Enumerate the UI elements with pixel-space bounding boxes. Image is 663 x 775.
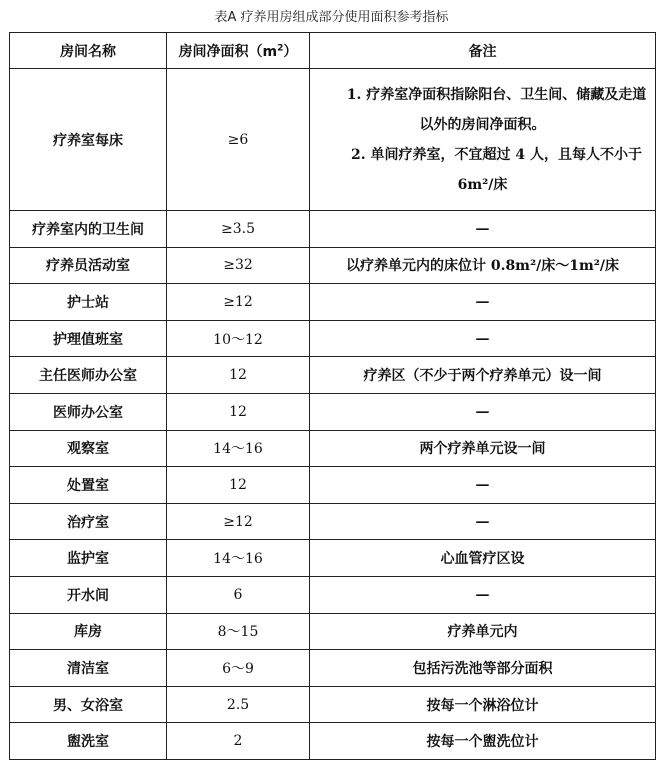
header-area-prefix: 房间净面积（m: [178, 43, 278, 60]
cell-net-area: 14～16: [167, 540, 310, 577]
cell-room-name: 治疗室: [10, 503, 167, 540]
cell-net-area: 12: [167, 393, 310, 430]
cell-net-area: ≥12: [167, 503, 310, 540]
cell-net-area: 8～15: [167, 613, 310, 650]
cell-room-name: 医师办公室: [10, 393, 167, 430]
cell-note: —: [310, 576, 656, 613]
cell-net-area: 6: [167, 576, 310, 613]
cell-note: 疗养单元内: [310, 613, 656, 650]
cell-room-name: 护士站: [10, 284, 167, 321]
table-row: [10, 503, 656, 540]
cell-net-area: 12: [167, 467, 310, 504]
table-row: [10, 613, 656, 650]
cell-room-name: 处置室: [10, 467, 167, 504]
cell-net-area: 2.5: [167, 686, 310, 723]
header-area-sup: 2: [277, 42, 284, 53]
cell-net-area: ≥32: [167, 247, 310, 284]
cell-note: 包括污洗池等部分面积: [310, 650, 656, 687]
cell-net-area: 2: [167, 723, 310, 760]
cell-room-name: 库房: [10, 613, 167, 650]
cell-note: —: [310, 284, 656, 321]
header-note: 备注: [310, 33, 656, 69]
cell-room-name: 疗养室每床: [10, 69, 167, 211]
header-net-area: [167, 33, 310, 69]
cell-note: 两个疗养单元设一间: [310, 430, 656, 467]
cell-note: 按每一个盥洗位计: [310, 723, 656, 760]
note-line: 2. 单间疗养室，不宜超过 4 人，且每人不小于 6m²/床: [351, 146, 642, 193]
cell-net-area: 12: [167, 357, 310, 394]
table-row: [10, 723, 656, 760]
table-row: [10, 686, 656, 723]
cell-net-area: ≥6: [167, 69, 310, 211]
table-row: [10, 430, 656, 467]
cell-net-area: 10～12: [167, 320, 310, 357]
cell-note: —: [310, 320, 656, 357]
cell-note: —: [310, 211, 656, 248]
cell-room-name: 观察室: [10, 430, 167, 467]
note-line: 1. 疗养室净面积指除阳台、卫生间、储藏及走道以外的房间净面积。: [346, 86, 647, 133]
table-row: [10, 576, 656, 613]
table-row: [10, 320, 656, 357]
cell-net-area: 6～9: [167, 650, 310, 687]
cell-room-name: 清洁室: [10, 650, 167, 687]
cell-note: —: [310, 503, 656, 540]
reference-table: [9, 32, 656, 760]
cell-room-name: 盥洗室: [10, 723, 167, 760]
header-area-suffix: ）: [283, 43, 298, 60]
table-row: [10, 650, 656, 687]
cell-room-name: 开水间: [10, 576, 167, 613]
cell-note: [310, 69, 656, 211]
cell-room-name: 疗养员活动室: [10, 247, 167, 284]
cell-note: —: [310, 467, 656, 504]
cell-note: 疗养区（不少于两个疗养单元）设一间: [310, 357, 656, 394]
table-row: [10, 69, 656, 211]
table-row: [10, 247, 656, 284]
cell-net-area: ≥3.5: [167, 211, 310, 248]
cell-note: 心血管疗区设: [310, 540, 656, 577]
cell-room-name: 主任医师办公室: [10, 357, 167, 394]
cell-room-name: 男、女浴室: [10, 686, 167, 723]
cell-note: 以疗养单元内的床位计 0.8m²/床～1m²/床: [310, 247, 656, 284]
cell-note: —: [310, 393, 656, 430]
table-row: [10, 467, 656, 504]
header-room-name: 房间名称: [10, 33, 167, 69]
table-row: [10, 284, 656, 321]
table-row: [10, 357, 656, 394]
cell-room-name: 疗养室内的卫生间: [10, 211, 167, 248]
table-row: [10, 211, 656, 248]
cell-net-area: ≥12: [167, 284, 310, 321]
cell-net-area: 14～16: [167, 430, 310, 467]
cell-room-name: 监护室: [10, 540, 167, 577]
table-caption: 表A 疗养用房组成部分使用面积参考指标: [214, 10, 449, 25]
header-row: [10, 33, 656, 69]
table-row: [10, 393, 656, 430]
table-row: [10, 540, 656, 577]
cell-room-name: 护理值班室: [10, 320, 167, 357]
cell-note: 按每一个淋浴位计: [310, 686, 656, 723]
